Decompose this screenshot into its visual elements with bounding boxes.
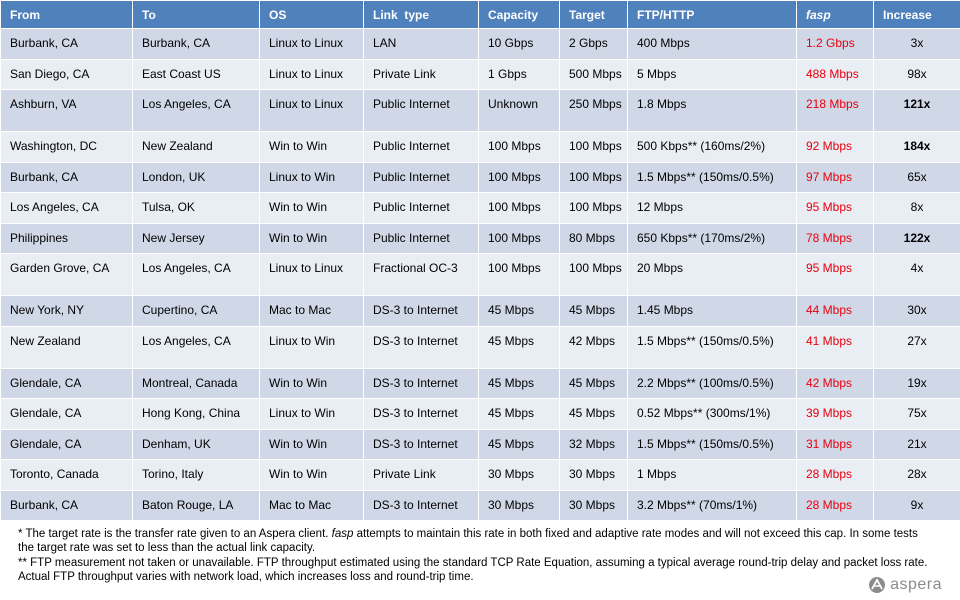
cell-from: Glendale, CA <box>1 369 133 399</box>
cell-link: Public Internet <box>364 224 479 254</box>
cell-fasp: 97 Mbps <box>797 163 874 193</box>
cell-target: 45 Mbps <box>560 399 628 430</box>
aspera-logo-text: aspera <box>890 576 942 593</box>
cell-increase: 3x <box>874 29 960 60</box>
cell-to: Burbank, CA <box>133 29 260 60</box>
cell-fasp: 218 Mbps <box>797 90 874 132</box>
cell-ftp: 0.52 Mbps** (300ms/1%) <box>628 399 797 430</box>
cell-capacity: 100 Mbps <box>479 132 560 163</box>
cell-increase: 122x <box>874 224 960 254</box>
cell-fasp: 39 Mbps <box>797 399 874 430</box>
cell-target: 100 Mbps <box>560 254 628 296</box>
cell-link: DS-3 to Internet <box>364 327 479 369</box>
cell-from: Glendale, CA <box>1 430 133 460</box>
table-row <box>1 60 960 90</box>
cell-increase: 9x <box>874 491 960 521</box>
cell-increase: 65x <box>874 163 960 193</box>
cell-capacity: 45 Mbps <box>479 296 560 327</box>
cell-link: Private Link <box>364 60 479 90</box>
table-row <box>1 369 960 399</box>
cell-os: Mac to Mac <box>260 491 364 521</box>
table-row <box>1 224 960 254</box>
cell-to: Hong Kong, China <box>133 399 260 430</box>
cell-target: 30 Mbps <box>560 491 628 521</box>
cell-from: Washington, DC <box>1 132 133 163</box>
cell-target: 2 Gbps <box>560 29 628 60</box>
cell-from: Los Angeles, CA <box>1 193 133 224</box>
cell-to: Torino, Italy <box>133 460 260 491</box>
cell-fasp: 95 Mbps <box>797 193 874 224</box>
cell-to: Cupertino, CA <box>133 296 260 327</box>
cell-from: Ashburn, VA <box>1 90 133 132</box>
table-row <box>1 193 960 224</box>
cell-increase: 30x <box>874 296 960 327</box>
cell-target: 30 Mbps <box>560 460 628 491</box>
cell-ftp: 400 Mbps <box>628 29 797 60</box>
cell-increase: 4x <box>874 254 960 296</box>
footnote-1-end: attempts to maintain this rate in both fixed and adaptive rate modes and will not exceed this cap. In some tests the target rate was set to less than the actual link capacity. <box>18 528 918 554</box>
cell-target: 45 Mbps <box>560 296 628 327</box>
cell-increase: 121x <box>874 90 960 132</box>
cell-link: Public Internet <box>364 90 479 132</box>
aspera-logo <box>868 576 942 594</box>
table-body <box>1 29 960 521</box>
cell-link: DS-3 to Internet <box>364 491 479 521</box>
cell-link: Public Internet <box>364 163 479 193</box>
cell-os: Linux to Win <box>260 163 364 193</box>
cell-capacity: 1 Gbps <box>479 60 560 90</box>
cell-target: 42 Mbps <box>560 327 628 369</box>
cell-increase: 75x <box>874 399 960 430</box>
header-row <box>1 1 960 29</box>
cell-increase: 28x <box>874 460 960 491</box>
cell-capacity: 30 Mbps <box>479 491 560 521</box>
cell-os: Linux to Linux <box>260 254 364 296</box>
cell-os: Win to Win <box>260 193 364 224</box>
col-header-to: To <box>133 1 260 29</box>
cell-to: New Zealand <box>133 132 260 163</box>
cell-capacity: Unknown <box>479 90 560 132</box>
col-header-increase: Increase <box>874 1 960 29</box>
cell-target: 80 Mbps <box>560 224 628 254</box>
cell-to: Denham, UK <box>133 430 260 460</box>
table-row <box>1 132 960 163</box>
cell-target: 100 Mbps <box>560 132 628 163</box>
col-header-link-type: Link type <box>364 1 479 29</box>
cell-capacity: 100 Mbps <box>479 224 560 254</box>
cell-fasp: 28 Mbps <box>797 491 874 521</box>
cell-increase: 98x <box>874 60 960 90</box>
footnotes <box>0 522 960 600</box>
cell-link: Public Internet <box>364 193 479 224</box>
table-row <box>1 491 960 521</box>
cell-increase: 21x <box>874 430 960 460</box>
cell-capacity: 45 Mbps <box>479 399 560 430</box>
cell-os: Win to Win <box>260 224 364 254</box>
col-header-ftp-http: FTP/HTTP <box>628 1 797 29</box>
col-header-capacity: Capacity <box>479 1 560 29</box>
cell-to: Los Angeles, CA <box>133 90 260 132</box>
footnote-1-start: * The target rate is the transfer rate given to an Aspera client. <box>18 528 332 540</box>
cell-fasp: 488 Mbps <box>797 60 874 90</box>
cell-link: DS-3 to Internet <box>364 296 479 327</box>
cell-increase: 27x <box>874 327 960 369</box>
table-row <box>1 430 960 460</box>
cell-os: Linux to Linux <box>260 90 364 132</box>
cell-link: DS-3 to Internet <box>364 369 479 399</box>
cell-link: Private Link <box>364 460 479 491</box>
cell-capacity: 45 Mbps <box>479 327 560 369</box>
cell-link: DS-3 to Internet <box>364 430 479 460</box>
cell-to: New Jersey <box>133 224 260 254</box>
cell-from: Burbank, CA <box>1 491 133 521</box>
cell-capacity: 100 Mbps <box>479 163 560 193</box>
cell-fasp: 92 Mbps <box>797 132 874 163</box>
cell-ftp: 1.8 Mbps <box>628 90 797 132</box>
cell-fasp: 28 Mbps <box>797 460 874 491</box>
cell-ftp: 20 Mbps <box>628 254 797 296</box>
cell-increase: 8x <box>874 193 960 224</box>
cell-fasp: 95 Mbps <box>797 254 874 296</box>
cell-increase: 19x <box>874 369 960 399</box>
cell-link: LAN <box>364 29 479 60</box>
cell-fasp: 41 Mbps <box>797 327 874 369</box>
cell-target: 45 Mbps <box>560 369 628 399</box>
cell-fasp: 42 Mbps <box>797 369 874 399</box>
cell-target: 100 Mbps <box>560 193 628 224</box>
cell-os: Linux to Linux <box>260 60 364 90</box>
cell-fasp: 1.2 Gbps <box>797 29 874 60</box>
table-row <box>1 163 960 193</box>
cell-os: Win to Win <box>260 460 364 491</box>
table-row <box>1 90 960 132</box>
cell-to: Baton Rouge, LA <box>133 491 260 521</box>
cell-os: Win to Win <box>260 430 364 460</box>
aspera-logo-icon <box>868 576 886 594</box>
cell-from: Toronto, Canada <box>1 460 133 491</box>
cell-target: 250 Mbps <box>560 90 628 132</box>
cell-link: Public Internet <box>364 132 479 163</box>
cell-to: East Coast US <box>133 60 260 90</box>
table-row <box>1 296 960 327</box>
cell-from: Burbank, CA <box>1 29 133 60</box>
cell-target: 100 Mbps <box>560 163 628 193</box>
cell-os: Linux to Linux <box>260 29 364 60</box>
cell-capacity: 45 Mbps <box>479 369 560 399</box>
cell-os: Linux to Win <box>260 327 364 369</box>
cell-to: Los Angeles, CA <box>133 327 260 369</box>
cell-link: DS-3 to Internet <box>364 399 479 430</box>
cell-capacity: 30 Mbps <box>479 460 560 491</box>
table-row <box>1 399 960 430</box>
cell-capacity: 100 Mbps <box>479 254 560 296</box>
footnote-target-rate <box>18 528 930 555</box>
col-header-target: Target <box>560 1 628 29</box>
cell-ftp: 650 Kbps** (170ms/2%) <box>628 224 797 254</box>
col-header-os: OS <box>260 1 364 29</box>
cell-to: Los Angeles, CA <box>133 254 260 296</box>
cell-fasp: 44 Mbps <box>797 296 874 327</box>
cell-link: Fractional OC-3 <box>364 254 479 296</box>
cell-ftp: 2.2 Mbps** (100ms/0.5%) <box>628 369 797 399</box>
cell-increase: 184x <box>874 132 960 163</box>
table-row <box>1 460 960 491</box>
cell-ftp: 1.5 Mbps** (150ms/0.5%) <box>628 430 797 460</box>
cell-fasp: 31 Mbps <box>797 430 874 460</box>
table-row <box>1 29 960 60</box>
cell-from: New York, NY <box>1 296 133 327</box>
cell-from: Garden Grove, CA <box>1 254 133 296</box>
cell-from: Philippines <box>1 224 133 254</box>
cell-capacity: 10 Gbps <box>479 29 560 60</box>
col-header-from: From <box>1 1 133 29</box>
col-header-fasp: fasp <box>797 1 874 29</box>
cell-to: Tulsa, OK <box>133 193 260 224</box>
cell-ftp: 1 Mbps <box>628 460 797 491</box>
cell-ftp: 5 Mbps <box>628 60 797 90</box>
cell-from: Glendale, CA <box>1 399 133 430</box>
cell-ftp: 1.45 Mbps <box>628 296 797 327</box>
cell-ftp: 3.2 Mbps** (70ms/1%) <box>628 491 797 521</box>
table-row <box>1 254 960 296</box>
cell-os: Win to Win <box>260 132 364 163</box>
cell-capacity: 100 Mbps <box>479 193 560 224</box>
cell-os: Win to Win <box>260 369 364 399</box>
footnote-1-fasp: fasp <box>331 528 354 540</box>
cell-to: London, UK <box>133 163 260 193</box>
cell-from: Burbank, CA <box>1 163 133 193</box>
cell-from: San Diego, CA <box>1 60 133 90</box>
cell-target: 32 Mbps <box>560 430 628 460</box>
footnote-ftp-measurement: ** FTP measurement not taken or unavailable. FTP throughput estimated using the standard TCP Rate Equation, assuming a typical average round-trip delay and packet loss rate. Actual FTP throughput varies with network load, which increases loss and round-trip time. <box>18 557 928 583</box>
cell-capacity: 45 Mbps <box>479 430 560 460</box>
cell-ftp: 12 Mbps <box>628 193 797 224</box>
table-row <box>1 327 960 369</box>
cell-ftp: 500 Kbps** (160ms/2%) <box>628 132 797 163</box>
cell-os: Mac to Mac <box>260 296 364 327</box>
cell-os: Linux to Win <box>260 399 364 430</box>
cell-target: 500 Mbps <box>560 60 628 90</box>
cell-fasp: 78 Mbps <box>797 224 874 254</box>
cell-from: New Zealand <box>1 327 133 369</box>
cell-to: Montreal, Canada <box>133 369 260 399</box>
cell-ftp: 1.5 Mbps** (150ms/0.5%) <box>628 163 797 193</box>
cell-ftp: 1.5 Mbps** (150ms/0.5%) <box>628 327 797 369</box>
